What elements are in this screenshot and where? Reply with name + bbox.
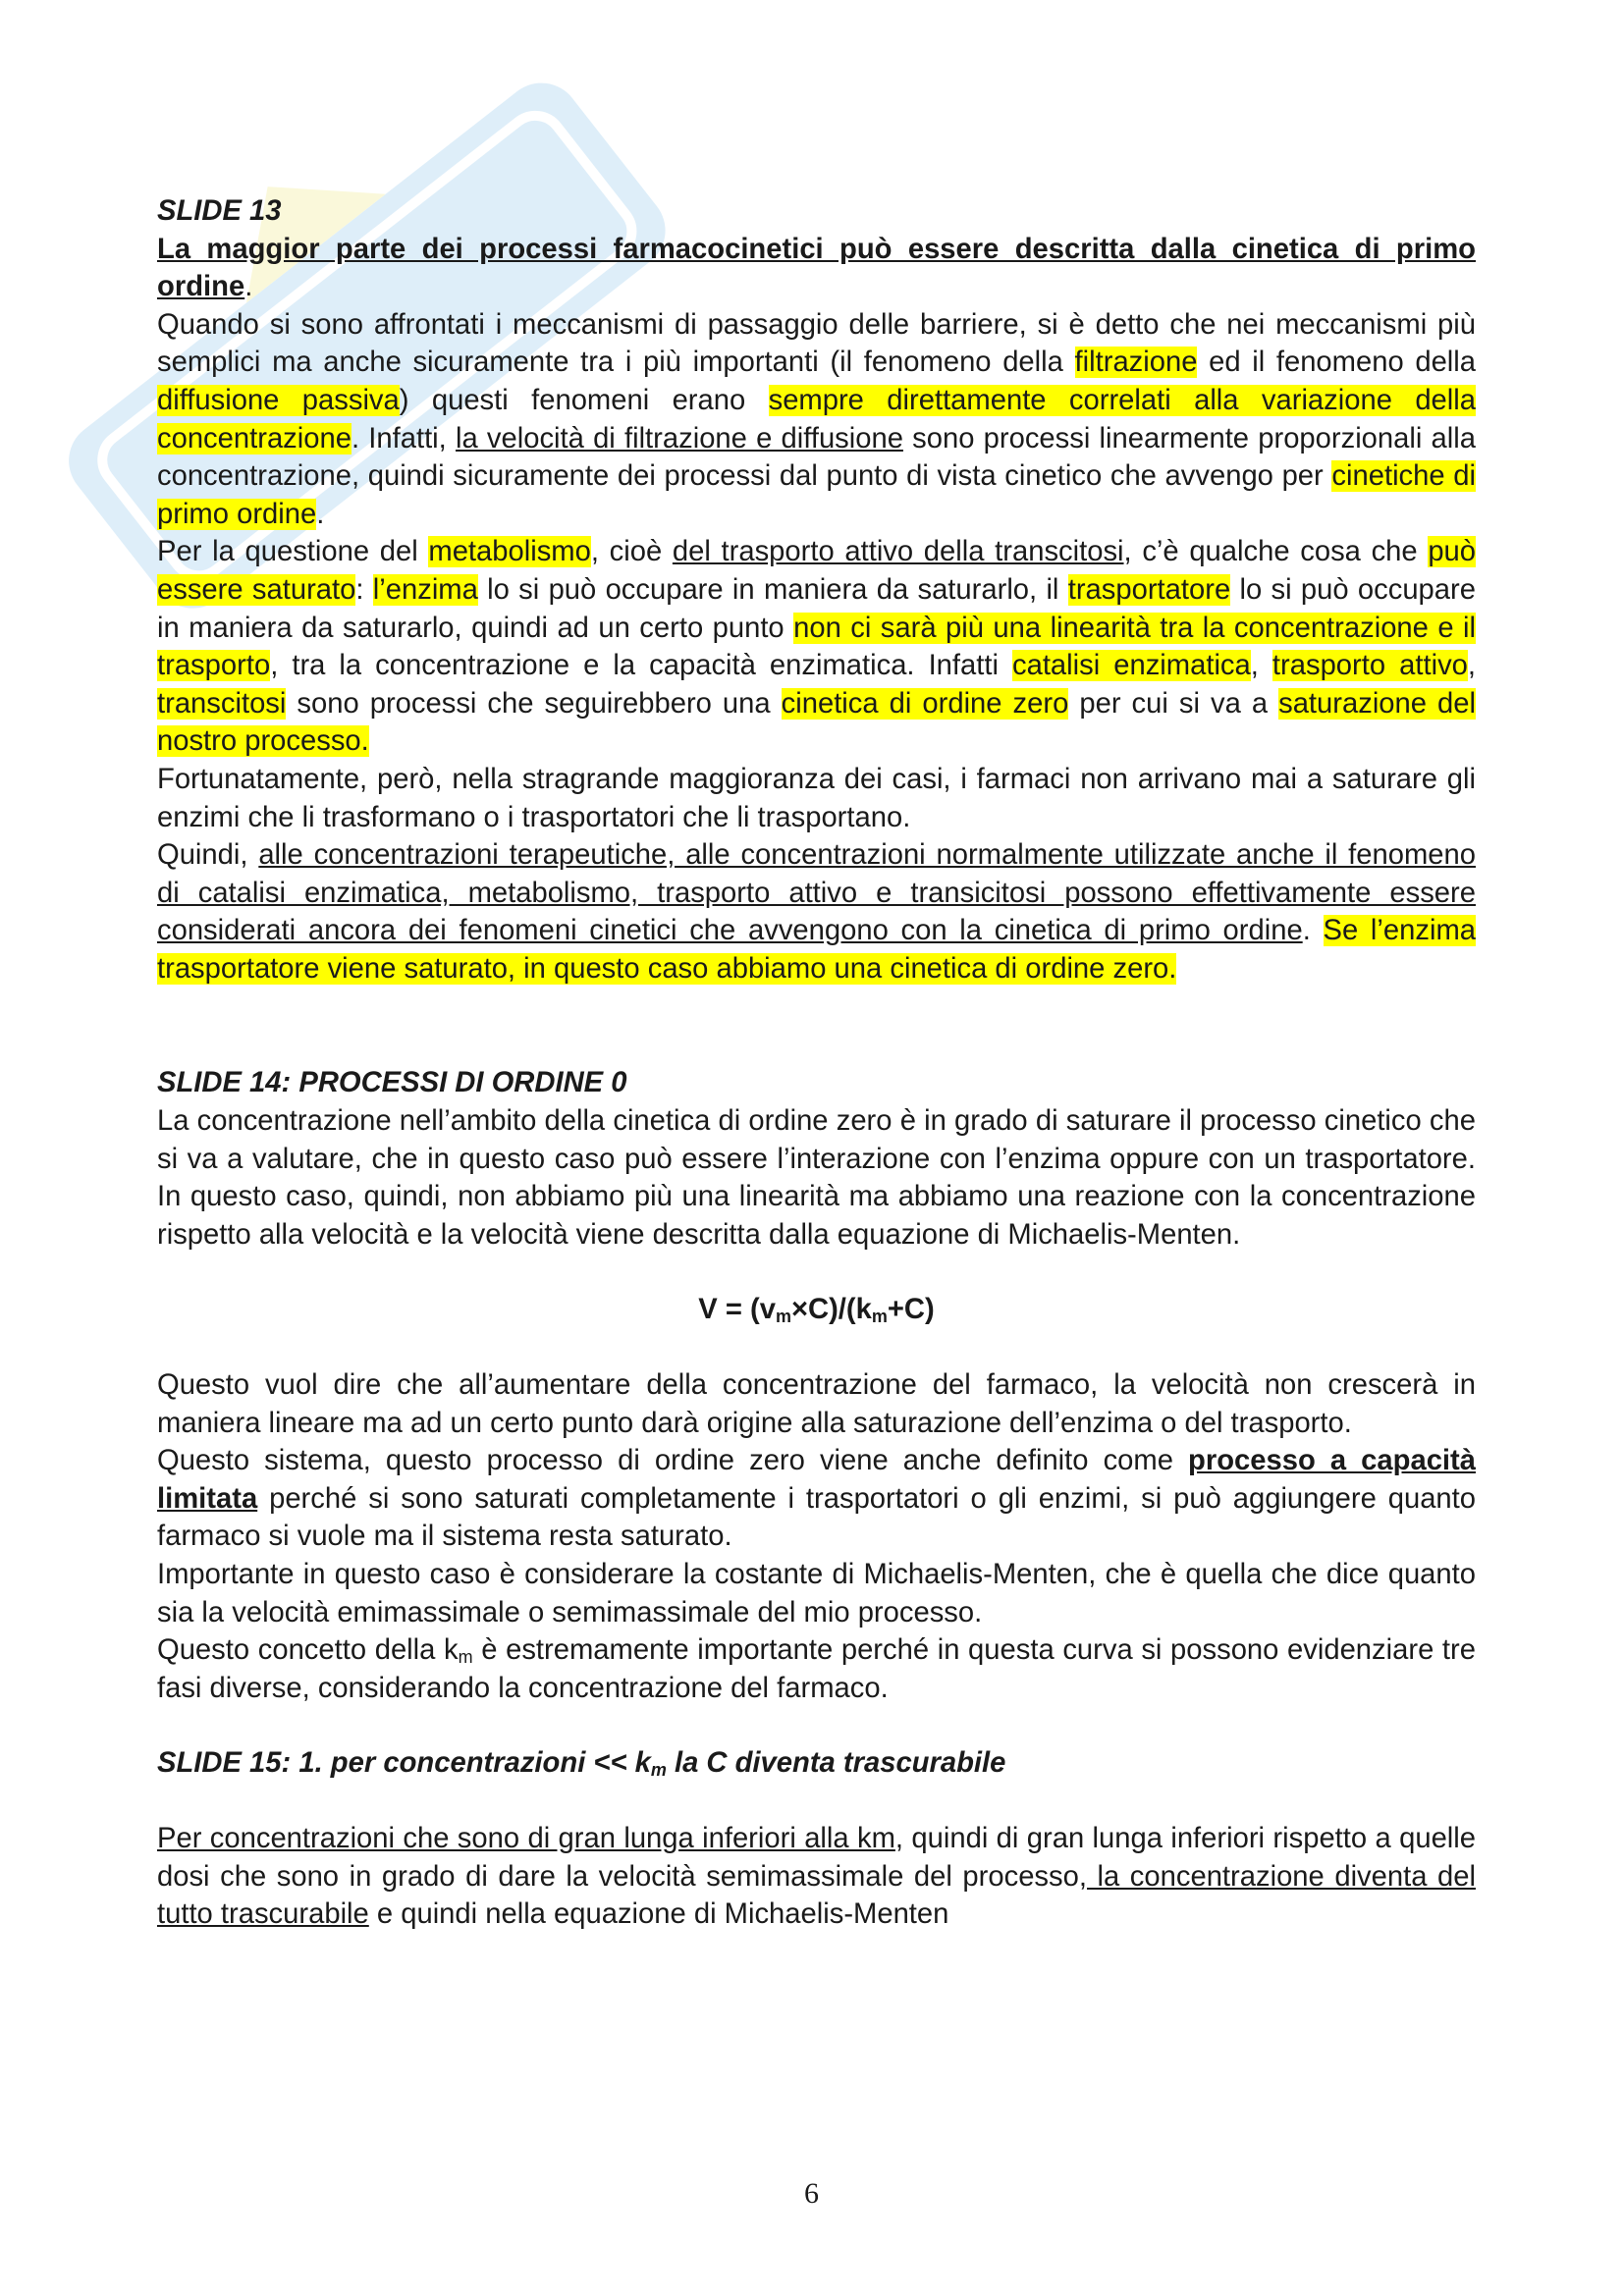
highlight-saturato: può essere saturato — [157, 536, 1477, 606]
text-run: sono processi che seguirebbero una — [286, 687, 782, 720]
text-run: ed il fenomeno della — [1197, 347, 1477, 379]
formula-part: +C) — [887, 1294, 935, 1326]
slide-15-paragraph-1 — [157, 1820, 1476, 1934]
underline-trasporto-attivo: del trasporto attivo della transcitosi — [672, 536, 1124, 568]
slide-14-paragraph-2: Questo vuol dire che all’aumentare della concentrazione del farmaco, la velocità non crescerà in maniera lineare ma ad un certo punto darà origine alla saturazione dell’enzima o del trasporto. — [157, 1369, 1476, 1439]
text-run: Per la questione del — [157, 536, 429, 568]
text-run: , — [1250, 650, 1272, 682]
text-run: è estremamente importante perché in questa curva si possono evidenziare tre fasi diverse, considerando la concentrazione del farmaco. — [157, 1634, 1476, 1704]
highlight-trasporto-attivo: trasporto attivo — [1271, 650, 1468, 682]
bold-capacita-limitata: processo a capacità limitata — [157, 1445, 1476, 1515]
title-part: la C diventa trascurabile — [666, 1747, 1006, 1780]
text-run: , cioè — [590, 536, 673, 568]
text-run: ) questi fenomeni erano — [399, 384, 769, 416]
formula-spacer-bottom — [157, 1329, 1476, 1366]
formula-subscript: m — [775, 1307, 791, 1327]
formula-part: V = (v — [698, 1294, 776, 1326]
highlight-ordine-zero: cinetica di ordine zero — [781, 687, 1069, 720]
slide-14-paragraph-4: Importante in questo caso è considerare la costante di Michaelis-Menten, che è quella che dice quanto sia la velocità emimassimale o semimassimale del mio processo. — [157, 1559, 1476, 1629]
slide-13-title: SLIDE 13 — [157, 195, 282, 227]
formula-spacer-top — [157, 1254, 1476, 1291]
title-subscript: m — [650, 1760, 667, 1781]
slide-14-paragraph-5 — [157, 1631, 1476, 1707]
underline-velocita: la velocità di filtrazione e diffusione — [455, 422, 903, 454]
document-body — [157, 192, 1476, 1934]
text-run: , tra la concentrazione e la capacità enzimatica. Infatti — [270, 650, 1012, 682]
text-run: sono processi linearmente proporzionali alla concentrazione, quindi sicuramente dei processi dal punto di vista cinetico che avvengo per — [157, 422, 1476, 493]
text-run: , c’è qualche cosa che — [1123, 536, 1429, 568]
text-run: perché si sono saturati completamente i trasportatori o gli enzimi, si può aggiungere quanto farmaco si vuole ma il sistema resta saturato. — [157, 1482, 1476, 1553]
highlight-primo-ordine: cinetiche di primo ordine — [157, 460, 1476, 530]
slide-14-paragraph-1: La concentrazione nell’ambito della cinetica di ordine zero è in grado di saturare il processo cinetico che si va a valutare, che in questo caso può essere l’interazione con l’enzima oppure con un trasportatore. In questo caso, quindi, non abbiamo più una linearità ma abbiamo una reazione con la concentrazione rispetto alla velocità e la velocità viene descritta dalla equazione di Michaelis-Menten. — [157, 1105, 1476, 1251]
slide-15-title — [157, 1744, 1476, 1783]
highlight-enzima: l’enzima — [372, 573, 478, 606]
section-spacer — [157, 988, 1476, 1064]
highlight-correlati: sempre direttamente correlati alla variazione della concentrazione — [157, 384, 1476, 454]
text-run: , — [1467, 650, 1477, 682]
highlight-linearita: non ci sarà più una linearità tra la concentrazione e il trasporto — [157, 612, 1476, 682]
highlight-filtrazione: filtrazione — [1074, 347, 1198, 379]
highlight-catalisi: catalisi enzimatica — [1012, 650, 1251, 682]
text-run: lo si può occupare in maniera da saturarlo, il — [477, 573, 1068, 606]
text-run: per cui si va a — [1068, 687, 1279, 720]
section-spacer — [157, 1783, 1476, 1820]
formula-part: ×C)/(k — [790, 1294, 872, 1326]
text-run: . Infatti, — [351, 422, 456, 454]
text-run: Quando si sono affrontati i meccanismi di passaggio delle barriere, si è detto che nei meccanismi più semplici ma anche sicuramente tra i più importanti (il fenomeno della — [157, 308, 1476, 379]
slide-13-paragraph-1 — [157, 306, 1476, 534]
slide-13-paragraph-2 — [157, 533, 1476, 761]
text-run: e quindi nella equazione di Michaelis-Menten — [368, 1898, 949, 1931]
slide-13-headline — [157, 231, 1476, 306]
text-run: Quindi, — [157, 839, 259, 872]
headline-period: . — [244, 271, 253, 303]
highlight-metabolismo: metabolismo — [428, 536, 591, 568]
underline-concentrazioni-terapeutiche: alle concentrazioni terapeutiche, alle concentrazioni normalmente utilizzate anche il fenomeno di catalisi enzimatica, metabolismo, trasporto attivo e transicitosi possono effettivamente essere considerati ancora dei fenomeni cinetici che avvengono con la cinetica di primo ordine — [157, 839, 1476, 947]
text-run: : — [355, 573, 373, 606]
slide-14-title: SLIDE 14: PROCESSI DI ORDINE 0 — [157, 1067, 627, 1099]
km-subscript: m — [458, 1647, 473, 1668]
text-run: Questo sistema, questo processo di ordine zero viene anche definito come — [157, 1445, 1189, 1477]
highlight-diffusione-passiva: diffusione passiva — [157, 384, 400, 416]
page-number: 6 — [804, 2177, 819, 2210]
michaelis-menten-formula — [157, 1291, 1476, 1329]
headline-text: La maggior parte dei processi farmacocinetici può essere descritta dalla cinetica di primo ordine — [157, 233, 1476, 303]
title-part: SLIDE 15: 1. per concentrazioni << k — [157, 1747, 651, 1780]
text-run: . — [1302, 915, 1324, 947]
highlight-trasportatore: trasportatore — [1067, 573, 1231, 606]
highlight-enzima-saturato: Se l’enzima trasportatore viene saturato, in questo caso abbiamo una cinetica di ordine zero. — [157, 915, 1476, 985]
text-run: . — [316, 498, 325, 530]
underline-concentrazioni-inferiori: Per concentrazioni che sono di gran lunga inferiori alla km — [157, 1822, 895, 1854]
slide-13-paragraph-3: Fortunatamente, però, nella stragrande maggioranza dei casi, i farmaci non arrivano mai a saturare gli enzimi che li trasformano o i trasportatori che li trasportano. — [157, 763, 1476, 833]
highlight-transcitosi: transcitosi — [157, 687, 287, 720]
text-run: Questo concetto della k — [157, 1634, 459, 1667]
slide-13-paragraph-4 — [157, 836, 1476, 988]
slide-14-paragraph-3 — [157, 1442, 1476, 1556]
underline-trascurabile: , la concentrazione diventa del tutto trascurabile — [157, 1860, 1476, 1931]
highlight-saturazione: saturazione del nostro processo. — [157, 687, 1476, 758]
formula-subscript: m — [871, 1307, 888, 1327]
section-spacer — [157, 1707, 1476, 1744]
text-run: , quindi di gran lunga inferiori rispetto a quelle dosi che sono in grado di dare la velocità semimassimale del processo — [157, 1822, 1476, 1893]
text-run: lo si può occupare in maniera da saturarlo, quindi ad un certo punto — [157, 573, 1476, 644]
